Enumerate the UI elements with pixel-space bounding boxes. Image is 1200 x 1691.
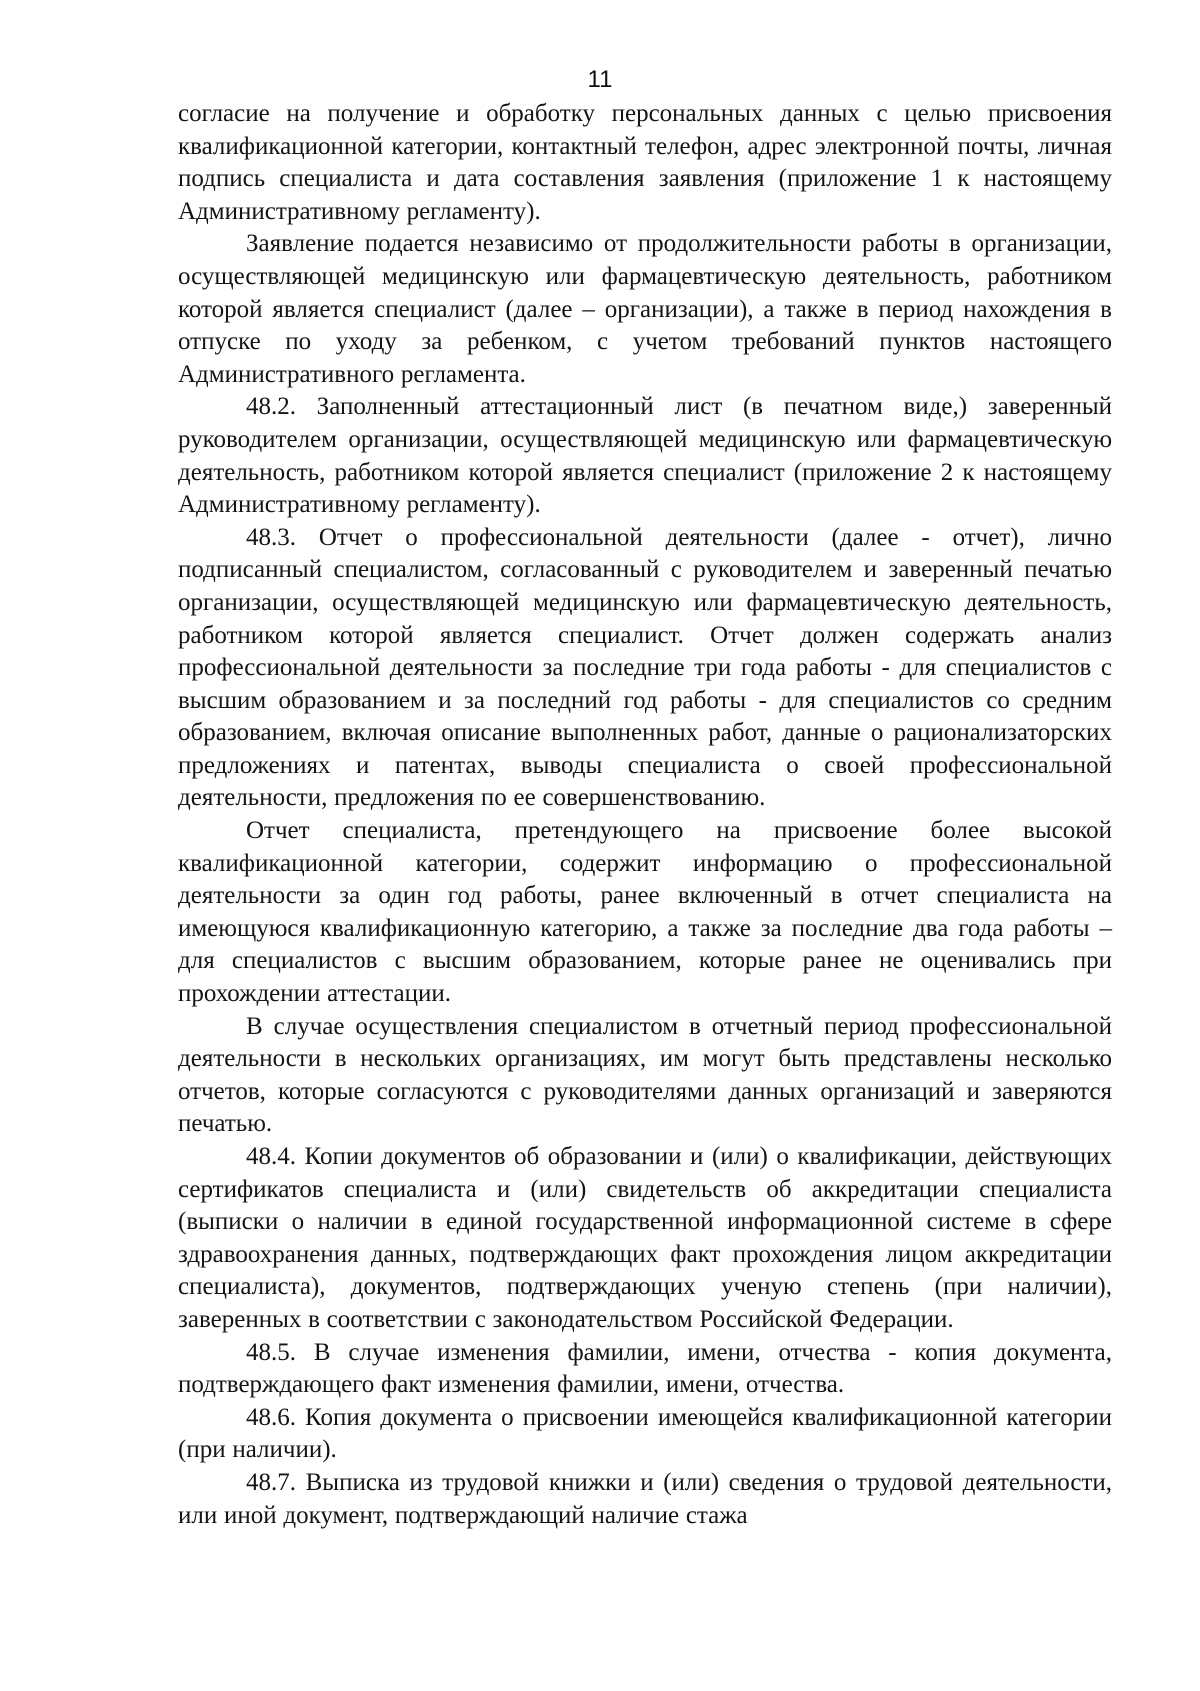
document-body (178, 98, 1112, 1532)
paragraph: 48.5. В случае изменения фамилии, имени, отчества - копия документа, подтверждающего факт изменения фамилии, имени, отчества. (178, 1338, 1112, 1399)
paragraph: 48.6. Копия документа о присвоении имеющейся квалификационной категории (при наличии). (178, 1403, 1112, 1464)
paragraph: Заявление подается независимо от продолжительности работы в организации, осуществляющей медицинскую или фармацевтическую деятельность, работником которой является специалист (далее – организации), а также в период нахождения в отпуске по уходу за ребенком, с учетом требований пунктов настоящего Административного регламента. (178, 230, 1112, 388)
paragraph: 48.3. Отчет о профессиональной деятельности (далее - отчет), лично подписанный специалистом, согласованный с руководителем и заверенный печатью организации, осуществляющей медицинскую или фармацевтическую деятельность, работником которой является специалист. Отчет должен содержать анализ профессиональной деятельности за последние три года работы - для специалистов с высшим образованием и за последний год работы - для специалистов со средним образованием, включая описание выполненных работ, данные о рационализаторских предложениях и патентах, выводы специалиста о своей профессиональной деятельности, предложения по ее совершенствованию. (178, 523, 1112, 812)
paragraph: В случае осуществления специалистом в отчетный период профессиональной деятельности в нескольких организациях, им могут быть представлены несколько отчетов, которые согласуются с руководителями данных организаций и заверяются печатью. (178, 1012, 1112, 1138)
paragraph: 48.2. Заполненный аттестационный лист (в печатном виде,) заверенный руководителем организации, осуществляющей медицинскую или фармацевтическую деятельность, работником которой является специалист (приложение 2 к настоящему Административному регламенту). (178, 393, 1112, 519)
paragraph: 48.4. Копии документов об образовании и (или) о квалификации, действующих сертификатов специалиста и (или) свидетельств об аккредитации специалиста (выписки о наличии в единой государственной информационной системе в сфере здравоохранения данных, подтверждающих факт прохождения лицом аккредитации специалиста), документов, подтверждающих ученую степень (при наличии), заверенных в соответствии с законодательством Российской Федерации. (178, 1143, 1112, 1333)
page-number: 11 (587, 66, 613, 93)
paragraph: 48.7. Выписка из трудовой книжки и (или) сведения о трудовой деятельности, или иной документ, подтверждающий наличие стажа (178, 1468, 1112, 1529)
paragraph: Отчет специалиста, претендующего на присвоение более высокой квалификационной категории, содержит информацию о профессиональной деятельности за один год работы, ранее включенный в отчет специалиста на имеющуюся квалификационную категорию, а также за последние два года работы – для специалистов с высшим образованием, которые ранее не оценивались при прохождении аттестации. (178, 817, 1112, 1008)
paragraph: согласие на получение и обработку персональных данных с целью присвоения квалификационной категории, контактный телефон, адрес электронной почты, личная подпись специалиста и дата составления заявления (приложение 1 к настоящему Административному регламенту). (178, 100, 1112, 225)
